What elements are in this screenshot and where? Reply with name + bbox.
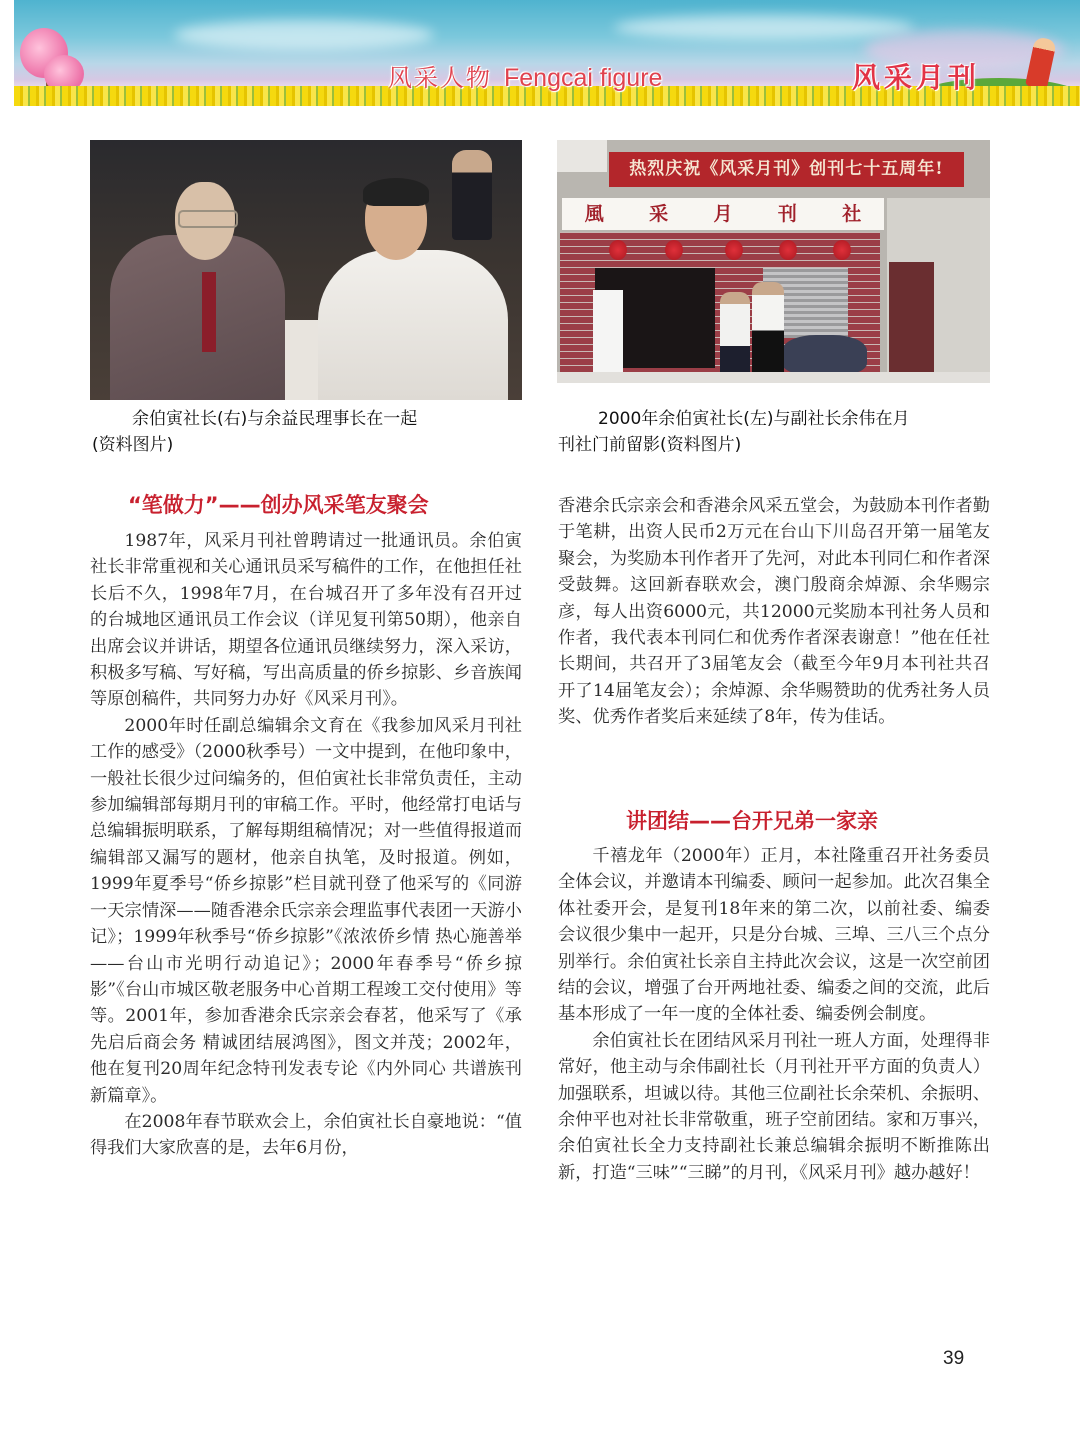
paragraph: 1987年，风采月刊社曾聘请过一批通讯员。余伯寅社长非常重视和关心通讯员采写稿件的工作，在他担任社长后不久，1998年7月，在台城召开了多年没有召开过的台城地区通讯员工作会议（详见复刊第50期），他亲自出席会议并讲话，期望各位通讯员继续努力，深入采访，积极多写稿、写好稿，写出高质量的侨乡掠影、乡音族闻等原创稿件，共同努力办好《风采月刊》。: [90, 531, 522, 710]
paragraph-continued: 香港余氏宗亲会和香港余风采五堂会，为鼓励本刊作者勤于笔耕，出资人民币2万元在台山下川岛召开第一届笔友聚会，为奖励本刊作者开了先河，对此本刊同仁和作者深受鼓舞。这回新春联欢会，澳门殷商余焯源、余华赐宗彦，每人出资6000元，共12000元奖励本刊社务人员和作者，我代表本刊同仁和优秀作者深表谢意！”他在任社长期间，共召开了3届笔友会（截至今年9月本刊社共召开了14届笔友会）；余焯源、余华赐赞助的优秀社务人员奖、优秀作者奖后来延续了8年，传为佳话。: [558, 496, 990, 728]
paragraph: 2000年时任副总编辑余文育在《我参加风采月刊社工作的感受》（2000秋季号）一文中提到，在他印象中，一般社长很少过问编务的，但伯寅社长非常负责任，主动参加编辑部每期月刊的审稿工作。平时，他经常打电话与总编辑振明联系，了解每期组稿情况；对一些值得报道而编辑部又漏写的题材，他亲自执笔，及时报道。例如，1999年夏季号“侨乡掠影”栏目就刊登了他采写的《同游一天宗情深——随香港余氏宗亲会理监事代表团一天游小记》；1999年秋季号“侨乡掠影”《浓浓侨乡情 热心施善举——台山市光明行动追记》；2000年春季号“侨乡掠影”《台山市城区敬老服务中心首期工程竣工交付使用》等等。2001年，参加香港余氏宗亲会春茗，他采写了《承先启后商会务 精诚团结展鸿图》，图文并茂；2002年，他在复刊20周年纪念特刊发表专论《内外同心 共谱族刊新篇章》。: [90, 715, 522, 1106]
celebration-banner: 热烈庆祝《风采月刊》创刊七十五周年!: [609, 152, 964, 187]
paragraph: 余伯寅社长在团结风采月刊社一班人方面，处理得非常好，他主动与余伟副社长（月刊社开平方面的负责人）加强联系，坦诚以待。其他三位副社长余荣机、余振明、余仲平也对社长非常敬重，班子空前团结。家和万事兴，余伯寅社长全力支持副社长兼总编辑余振明不断推陈出新，打造“三味”“三睇”的月刊，《风采月刊》越办越好！: [558, 1030, 990, 1183]
magazine-name: 风采月刊: [852, 61, 981, 94]
article-column-right-bottom: [558, 843, 990, 1186]
section-heading-1: “笔做力”——创办风采笔友聚会: [128, 493, 429, 517]
photo-magazine-office-front: [557, 140, 990, 383]
photo-two-men-seated: [90, 140, 522, 400]
paragraph: 千禧龙年（2000年）正月，本社隆重召开社务委员全体会议，并邀请本刊编委、顾问一起参加。此次召集全体社委开会，是复刊18年来的第二次，以前社委、编委会议很少集中一起开，只是分台城、三埠、三八三个点分别举行。余伯寅社长亲自主持此次会议，这是一次空前团结的会议，增强了台开两地社委、编委之间的交流，此后基本形成了一年一度的全体社委、编委例会制度。: [558, 846, 990, 1025]
page-number: 39: [943, 1348, 965, 1369]
paragraph: 在2008年春节联欢会上，余伯寅社长自豪地说：“值得我们大家欣喜的是，去年6月份，: [90, 1111, 522, 1159]
article-column-right-top: [558, 493, 990, 731]
photo-caption-2: 2000年余伯寅社长(左)与副社长余伟在月 刊社门前留影(资料图片): [558, 409, 910, 455]
section-title: 风采人物 Fengcai figure: [388, 64, 663, 92]
article-column-left: [90, 528, 522, 1162]
office-sign: 風 采 月 刊 社: [562, 198, 884, 230]
photo-caption-1: 余伯寅社长(右)与余益民理事长在一起 (资料图片): [92, 409, 418, 455]
section-heading-2: 讲团结——台开兄弟一家亲: [626, 809, 878, 833]
